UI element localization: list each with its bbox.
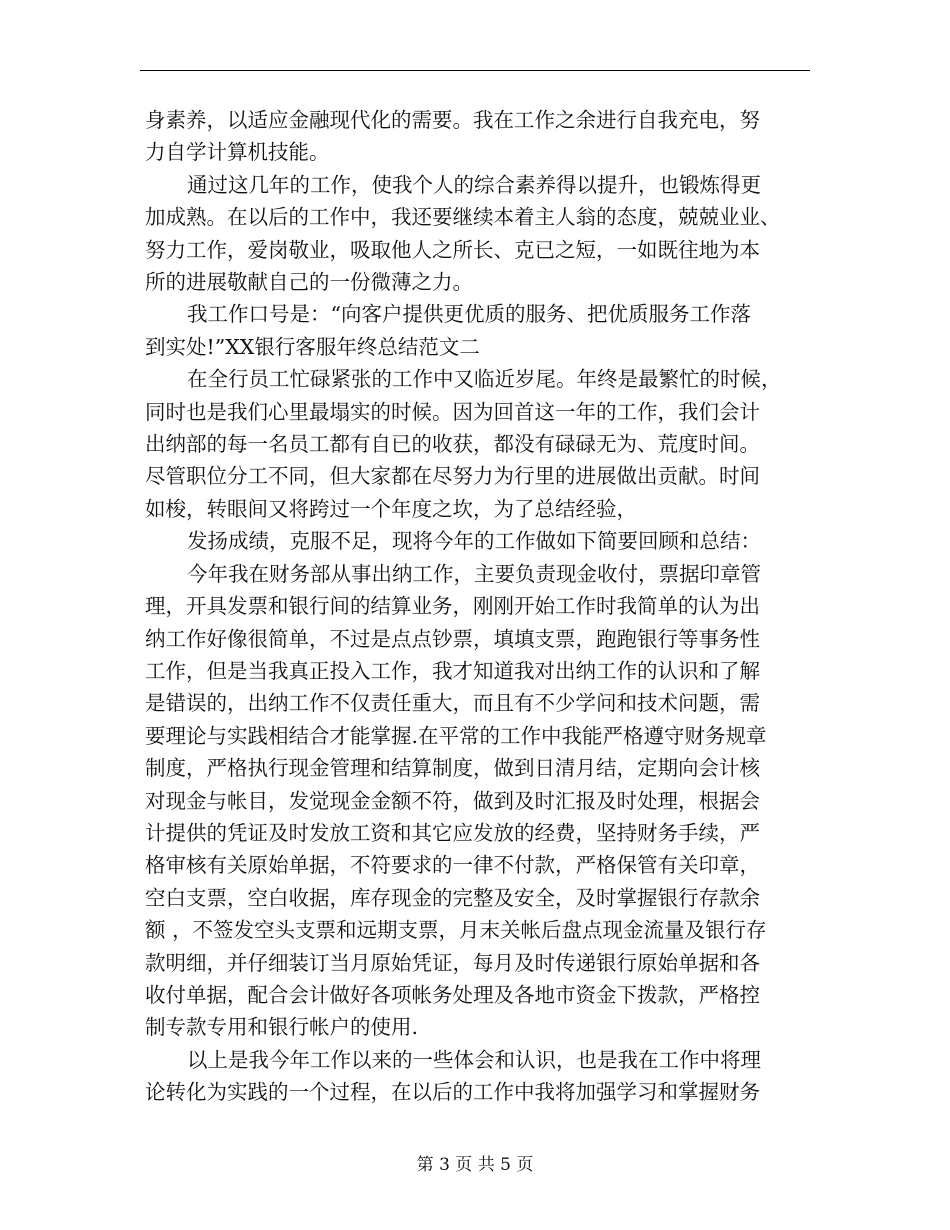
paragraph-first-line: 今年我在财务部从事出纳工作，主要负责现金收付，票据印章管 xyxy=(187,561,761,586)
text-line: 格审核有关原始单据，不符要求的一律不付款，严格保管有关印章， xyxy=(145,853,760,878)
header-rule xyxy=(140,70,810,71)
text-line: 工作，但是当我真正投入工作，我才知道我对出纳工作的认识和了解 xyxy=(145,658,760,683)
paragraph-first-line: 发扬成绩，克服不足，现将今年的工作做如下简要回顾和总结： xyxy=(187,529,761,554)
page-number: 第 3 页 共 5 页 xyxy=(416,1155,534,1175)
text-line: 出纳部的每一名员工都有自已的收获，都没有碌碌无为、荒度时间。 xyxy=(145,432,760,457)
text-line: 空白支票，空白收据，库存现金的完整及安全，及时掌握银行存款余 xyxy=(145,885,760,910)
text-line: 额 ，不签发空头支票和远期支票，月末关帐后盘点现金流量及银行存 xyxy=(145,918,767,943)
text-line: 制专款专用和银行帐户的使用. xyxy=(145,1015,419,1040)
text-line: 身素养，以适应金融现代化的需要。我在工作之余进行自我充电，努 xyxy=(145,108,760,132)
paragraph-first-line: 我工作口号是：“向客户提供更优质的服务、把优质服务工作落 xyxy=(187,302,751,327)
text-line: 到实处!”XX银行客服年终总结范文二 xyxy=(145,334,480,359)
text-line: 力自学计算机技能。 xyxy=(145,140,330,165)
text-line: 理，开具发票和银行间的结算业务，刚刚开始工作时我简单的认为出 xyxy=(145,594,760,619)
text-line: 纳工作好像很简单，不过是点点钞票，填填支票，跑跑银行等事务性 xyxy=(145,626,760,651)
text-line: 如梭，转眼间又将跨过一个年度之坎，为了总结经验， xyxy=(145,496,637,521)
text-line: 努力工作，爱岗敬业，吸取他人之所长、克已之短，一如既往地为本 xyxy=(145,237,760,262)
text-line: 尽管职位分工不同，但大家都在尽努力为行里的进展做出贡献。时间 xyxy=(145,464,760,489)
text-line: 加成熟。在以后的工作中，我还要继续本着主人翁的态度，兢兢业业、 xyxy=(145,205,781,230)
paragraph-first-line: 通过这几年的工作，使我个人的综合素养得以提升，也锻炼得更 xyxy=(187,172,761,197)
text-line: 论转化为实践的一个过程，在以后的工作中我将加强学习和掌握财务 xyxy=(145,1080,760,1105)
text-line: 同时也是我们心里最塌实的时候。因为回首这一年的工作，我们会计 xyxy=(145,399,760,424)
text-line: 制度，严格执行现金管理和结算制度，做到日清月结，定期向会计核 xyxy=(145,756,760,781)
text-line: 收付单据，配合会计做好各项帐务处理及各地市资金下拨款，严格控 xyxy=(145,982,760,1007)
document-body xyxy=(145,104,807,1109)
text-line: 款明细，并仔细装订当月原始凭证，每月及时传递银行原始单据和各 xyxy=(145,950,760,975)
paragraph-first-line: 以上是我今年工作以来的一些体会和认识，也是我在工作中将理 xyxy=(187,1047,761,1072)
text-line: 计提供的凭证及时发放工资和其它应发放的经费，坚持财务手续，严 xyxy=(145,820,760,845)
text-line: 对现金与帐目，发觉现金金额不符，做到及时汇报及时处理，根据会 xyxy=(145,788,760,813)
text-line: 是错误的，出纳工作不仅责任重大，而且有不少学问和技术问题，需 xyxy=(145,691,760,716)
paragraph-first-line: 在全行员工忙碌紧张的工作中又临近岁尾。年终是最繁忙的时候， xyxy=(187,367,782,392)
text-line: 要理论与实践相结合才能掌握.在平常的工作中我能严格遵守财务规章 xyxy=(145,723,767,748)
text-line: 所的进展敬献自己的一份微薄之力。 xyxy=(145,270,473,295)
